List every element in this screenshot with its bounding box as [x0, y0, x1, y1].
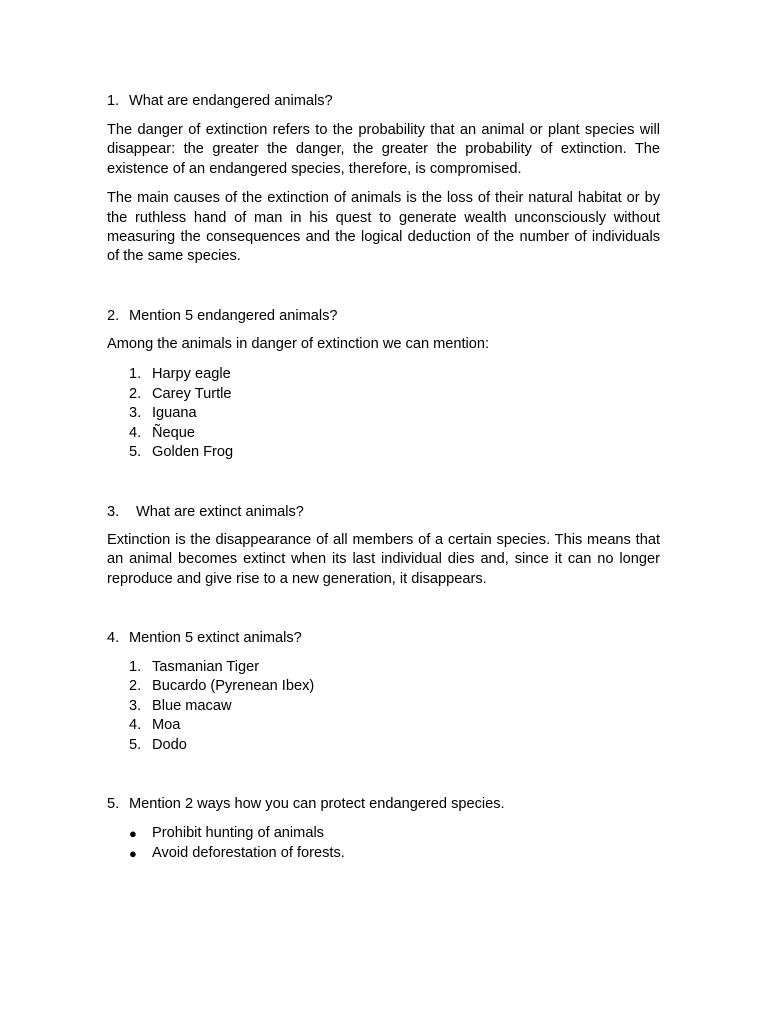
list-item [107, 677, 660, 697]
list-number: 1. [129, 366, 142, 383]
list-text: Carey Turtle [152, 385, 232, 402]
paragraph: Among the animals in danger of extinction we can mention: [107, 335, 490, 352]
bullet-text: Prohibit hunting of animals [152, 825, 324, 842]
section-5 [107, 794, 660, 863]
document-page [107, 91, 660, 863]
list-text: Tasmanian Tiger [152, 658, 260, 675]
list-number: 3. [129, 697, 142, 714]
list-item [107, 404, 660, 424]
list-item [107, 443, 660, 463]
question-text: What are endangered animals? [129, 93, 333, 109]
list-number: 4. [129, 717, 142, 734]
section-1 [107, 91, 660, 267]
list-text: Dodo [152, 736, 187, 753]
list-text: Bucardo (Pyrenean Ibex) [152, 678, 315, 695]
bullet-icon: ● [129, 826, 137, 842]
list-text: Blue macaw [152, 697, 232, 714]
list-item [107, 697, 660, 717]
question-number: 3. [107, 503, 120, 520]
question-text: Mention 5 endangered animals? [129, 307, 338, 324]
list-text: Harpy eagle [152, 366, 231, 383]
question-number: 5. [107, 796, 120, 813]
question-heading [107, 502, 660, 522]
question-heading [107, 91, 660, 111]
numbered-list [107, 365, 660, 463]
question-number: 4. [107, 629, 120, 646]
question-text: What are extinct animals? [136, 503, 304, 520]
list-item [107, 736, 660, 756]
list-number: 1. [129, 658, 142, 675]
list-number: 5. [129, 444, 142, 461]
question-number: 2. [107, 307, 120, 324]
numbered-list [107, 658, 660, 756]
list-text: Ñeque [152, 424, 196, 441]
list-item [107, 365, 660, 385]
list-number: 4. [129, 424, 142, 441]
section-3 [107, 502, 660, 589]
list-number: 5. [129, 736, 142, 753]
bullet-item [107, 844, 660, 864]
question-heading [107, 306, 660, 326]
paragraph: The danger of extinction refers to the probability that an animal or plant species will disappear: the greater the danger, the greater the probability of extinction. The existence of an endangered species, therefore, is compromised. [107, 122, 660, 177]
list-text: Iguana [152, 405, 197, 422]
bullet-list [107, 824, 660, 863]
list-text: Golden Frog [152, 444, 234, 461]
bullet-item [107, 824, 660, 844]
list-number: 2. [129, 385, 142, 402]
question-number: 1. [107, 93, 120, 109]
list-item [107, 716, 660, 736]
question-heading [107, 628, 660, 648]
bullet-text: Avoid deforestation of forests. [152, 844, 345, 861]
question-text: Mention 2 ways how you can protect endangered species. [129, 796, 505, 813]
section-2 [107, 306, 660, 463]
list-item [107, 658, 660, 678]
question-heading [107, 794, 660, 814]
section-4 [107, 628, 660, 756]
paragraph: Extinction is the disappearance of all members of a certain species. This means that an animal becomes extinct when its last individual dies and, since it can no longer reproduce and give rise to a new generation, it disappears. [107, 531, 660, 587]
paragraph: The main causes of the extinction of animals is the loss of their natural habitat or by the ruthless hand of man in his quest to generate wealth unconsciously without measuring the consequences and the logical deduction of the number of individuals of the same species. [107, 190, 660, 265]
list-item [107, 424, 660, 444]
question-text: Mention 5 extinct animals? [129, 629, 302, 646]
list-text: Moa [152, 717, 181, 734]
bullet-icon: ● [129, 845, 137, 861]
list-item [107, 385, 660, 405]
list-number: 2. [129, 678, 142, 695]
list-number: 3. [129, 405, 142, 422]
